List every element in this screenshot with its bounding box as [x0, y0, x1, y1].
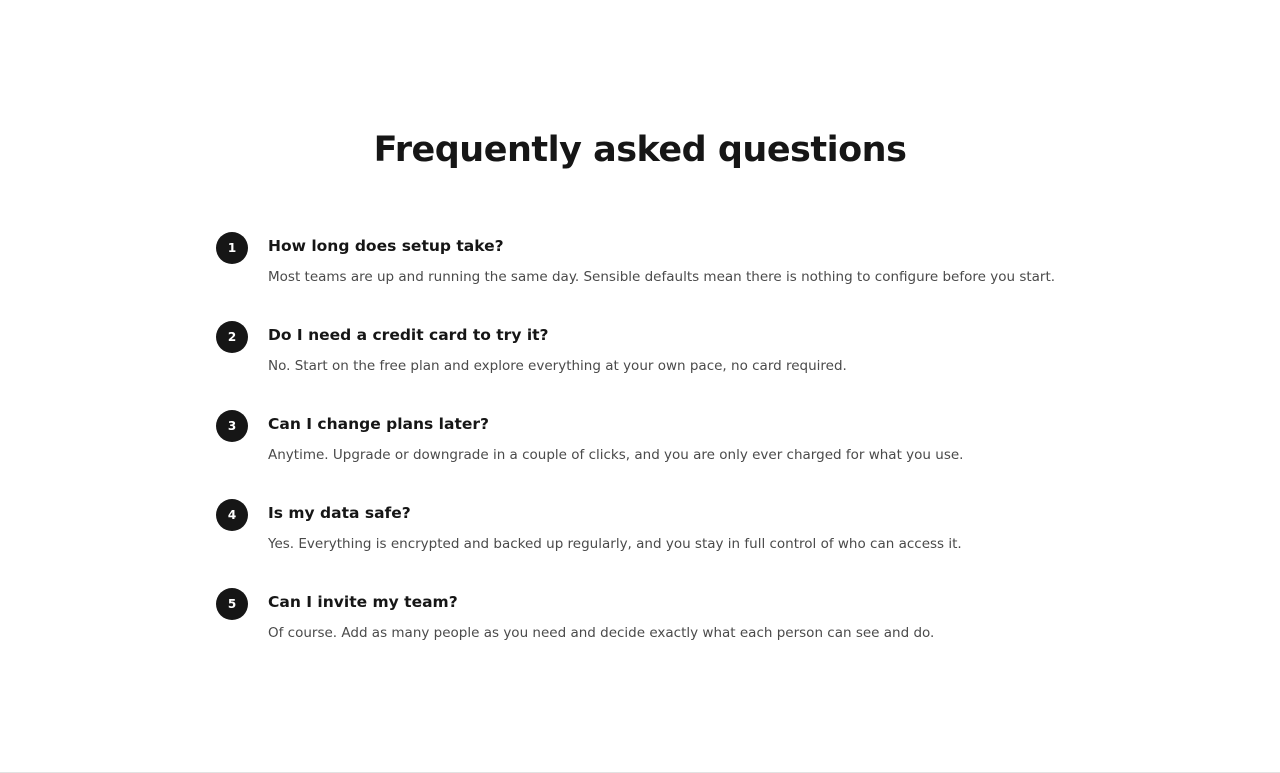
faq-answer: Yes. Everything is encrypted and backed up regularly, and you stay in full control of who can access it.: [268, 536, 962, 552]
faq-number-badge: 5: [216, 588, 248, 620]
faq-number-badge: 3: [216, 410, 248, 442]
faq-number-badge: 1: [216, 232, 248, 264]
faq-answer: No. Start on the free plan and explore everything at your own pace, no card required.: [268, 358, 847, 374]
faq-answer: Most teams are up and running the same day. Sensible defaults mean there is nothing to configure before you start.: [268, 269, 1056, 285]
faq-question: How long does setup take?: [268, 237, 504, 255]
faq-number-badge: 4: [216, 499, 248, 531]
faq-item: [216, 588, 1076, 677]
faq-item: [216, 410, 1076, 499]
faq-item: [216, 499, 1076, 588]
faq-answer: Of course. Add as many people as you need and decide exactly what each person can see and do.: [268, 625, 935, 641]
faq-number-badge: 2: [216, 321, 248, 353]
faq-item: [216, 232, 1076, 321]
faq-item: [216, 321, 1076, 410]
faq-question: Can I change plans later?: [268, 415, 490, 433]
faq-question: Do I need a credit card to try it?: [268, 326, 549, 344]
faq-question: Can I invite my team?: [268, 593, 458, 611]
faq-answer: Anytime. Upgrade or downgrade in a couple of clicks, and you are only ever charged for what you use.: [268, 447, 964, 463]
faq-list: [216, 232, 1076, 677]
page-title: Frequently asked questions: [373, 130, 907, 170]
faq-question: Is my data safe?: [268, 504, 411, 522]
